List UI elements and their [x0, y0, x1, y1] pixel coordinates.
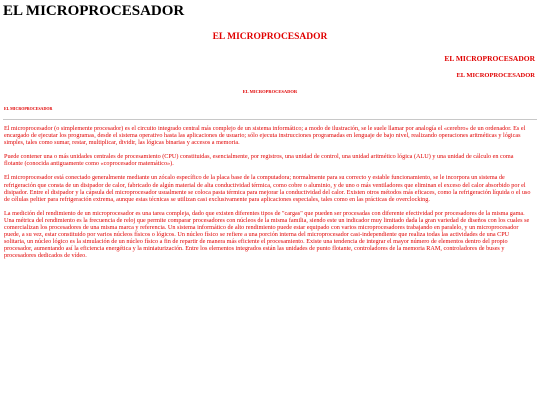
paragraph-cpu-units: Puede contener una o más unidades centrales de procesamiento (CPU) constituidas, esencialmente, por registros, una unidad de control, una unidad aritmético lógica (ALU) y una unidad de cálculo en coma flotante (conocida antiguamente como «coprocesador matemático»).	[4, 153, 514, 168]
paragraph-cooling: El microprocesador está conectado generalmente mediante un zócalo específico de la placa base de la computadora; normalmente para su correcto y estable funcionamiento, se le incorpora un sistema de refrigeración que consta de un disipador de calor, fabricado de algún material de alta conductividad térmica, como cobre o aluminio, y de uno o más ventiladores que eliminan el exceso del calor absorbido por el disipador. Entre el disipador y la cápsula del microprocesador usualmente se coloca pasta térmica para mejorar la conductividad del calor. Existen otros métodos más eficaces, como la refrigeración líquida o el uso de células peltier para refrigeración extrema, aunque estas técnicas se utilizan casi exclusivamente para aplicaciones especiales, tales como en las prácticas de overclocking.	[4, 174, 531, 203]
heading-level-3: EL MICROPROCESADOR	[444, 54, 535, 63]
heading-level-5: EL MICROPROCESADOR	[242, 89, 298, 94]
paragraph-performance: La medición del rendimiento de un microprocesador es una tarea compleja, dado que existen diferentes tipos de "cargas" que pueden ser procesadas con diferente efectividad por procesadores de la misma gama. Una métrica del rendimiento es la frecuencia de reloj que permite comparar procesadores con núcleos de la misma familia, siendo este un indicador muy limitado dada la gran variedad de diseños con los cuales se comercializan los procesadores de una misma marca y referencia. Un sistema informático de alto rendimiento puede estar equipado con varios microprocesadores trabajando en paralelo, y un microprocesador puede, a su vez, estar constituido por varios núcleos físicos o lógicos. Un núcleo físico se refiere a una porción interna del microprocesador casi-independiente que realiza todas las actividades de una CPU solitaria, un núcleo lógico es la simulación de un núcleo físico a fin de repartir de manera más eficiente el procesamiento. Existe una tendencia de integrar el mayor número de elementos dentro del propio procesador, aumentando así la eficiencia energética y la miniaturización. Entre los elementos integrados están las unidades de punto flotante, controladores de la memoria RAM, controladores de buses y procesadores dedicados de vídeo.	[4, 209, 530, 260]
article-body	[4, 125, 532, 267]
heading-level-6: EL MICROPROCESADOR	[4, 106, 53, 111]
heading-level-4: EL MICROPROCESADOR	[456, 72, 535, 79]
heading-level-2: EL MICROPROCESADOR	[212, 32, 328, 42]
heading-level-1: EL MICROPROCESADOR	[3, 3, 185, 19]
horizontal-rule	[3, 119, 537, 120]
paragraph-definition: El microprocesador (o simplemente procesador) es el circuito integrado central más complejo de un sistema informático; a modo de ilustración, se le suele llamar por analogía el «cerebro» de un ordenador. Es el encargado de ejecutar los programas, desde el sistema operativo hasta las aplicaciones de usuario; sólo ejecuta instrucciones programadas en lenguaje de bajo nivel, realizando operaciones aritméticas y lógicas simples, tales como sumar, restar, multiplicar, dividir, las lógicas binarias y accesos a memoria.	[4, 125, 526, 147]
